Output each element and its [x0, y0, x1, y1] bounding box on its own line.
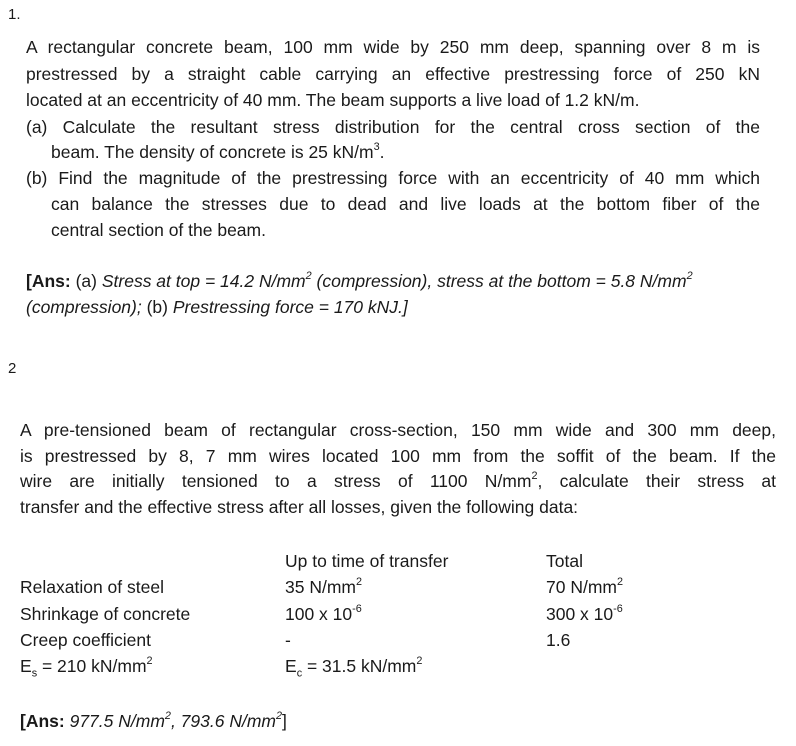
q1-answer-open: [Ans: [26, 271, 71, 291]
q2-text-line-4: transfer and the effective stress after all losses, given the following data: [20, 497, 579, 517]
q2-answer [20, 709, 287, 731]
row-label-relaxation: Relaxation of steel [20, 577, 164, 597]
q1-answer-b-text: Prestressing force = 170 kNJ.] [172, 297, 408, 317]
es-label: E [20, 656, 32, 676]
q2-text-line-1: A pre-tensioned beam of rectangular cross-section, 150 mm wide and 300 mm deep, [20, 420, 776, 440]
q1-answer-line-2 [26, 299, 408, 317]
transfer-value: 100 x 10 [285, 604, 353, 624]
ec-sub: c [296, 667, 303, 680]
question-2-number: 2 [8, 360, 17, 377]
transfer-value: 35 N/mm [285, 577, 356, 597]
total-sup: -6 [613, 602, 623, 615]
q1-answer-line2-a: (compression); [26, 297, 142, 317]
transfer-value: - [285, 630, 291, 650]
row-total-shrinkage [546, 602, 623, 624]
total-value: 1.6 [546, 630, 571, 650]
q1-part-b-line-1: (b) Find the magnitude of the prestressing force with an eccentricity of 40 mm which [26, 168, 760, 188]
total-sup: 2 [616, 575, 624, 588]
q2-answer-text2: , 793.6 N/mm [170, 711, 276, 731]
ec-modulus [285, 654, 423, 680]
q2-text-line-3 [20, 469, 776, 491]
q2-line3-a: wire are initially tensioned to a stress of 1100 N/mm [20, 471, 532, 491]
q1-answer-b-label: (b) [141, 297, 173, 317]
q1-part-a-end: . [379, 142, 385, 162]
q1-part-a-line-1: (a) Calculate the resultant stress distribution for the central cross section of the [26, 117, 760, 137]
q2-answer-close: ] [282, 711, 287, 731]
row-total-creep [546, 632, 570, 650]
q1-part-b-line-2: can balance the stresses due to dead and live loads at the bottom fiber of the [51, 194, 760, 214]
q1-part-a-line-2 [51, 140, 385, 162]
q1-answer-a-text2: (compression), stress at the bottom = 5.8 N/mm [311, 271, 687, 291]
q2-answer-text1: 977.5 N/mm [64, 711, 165, 731]
transfer-sup: 2 [355, 575, 363, 588]
q1-text-line-2: prestressed by a straight cable carrying an effective prestressing force of 250 kN [26, 64, 760, 84]
q1-part-a-text: beam. The density of concrete is 25 kN/m [51, 142, 374, 162]
es-sup: 2 [146, 654, 153, 667]
ec-label: E [285, 656, 297, 676]
es-sub: s [31, 667, 38, 680]
q1-answer-a-sup2: 2 [686, 269, 693, 282]
q2-line3-b: , calculate their stress at [537, 471, 776, 491]
question-1-number: 1. [8, 6, 21, 23]
q1-answer-a-text: Stress at top = 14.2 N/mm [101, 271, 306, 291]
ec-sup: 2 [416, 654, 423, 667]
q2-answer-open: [Ans: [20, 711, 65, 731]
es-value: = 210 kN/mm [37, 656, 147, 676]
q2-answer-sup2: 2 [275, 709, 283, 722]
q1-text-line-1: A rectangular concrete beam, 100 mm wide by 250 mm deep, spanning over 8 m is [26, 37, 760, 57]
col-header-total: Total [546, 551, 583, 571]
q1-answer-line-1 [26, 269, 693, 291]
row-transfer-shrinkage [285, 602, 362, 624]
row-transfer-relaxation [285, 575, 363, 597]
total-value: 300 x 10 [546, 604, 614, 624]
q1-answer-a-sup: 2 [305, 269, 312, 282]
row-total-relaxation [546, 575, 624, 597]
ec-value: = 31.5 kN/mm [302, 656, 417, 676]
q2-answer-sup1: 2 [164, 709, 171, 722]
row-label-creep: Creep coefficient [20, 630, 152, 650]
q1-part-a-sup: 3 [373, 140, 380, 153]
q2-text-line-2: is prestressed by 8, 7 mm wires located 100 mm from the soffit of the beam. If the [20, 446, 776, 466]
col-header-transfer: Up to time of transfer [285, 551, 449, 571]
row-transfer-creep [285, 632, 291, 650]
row-label-shrinkage: Shrinkage of concrete [20, 604, 191, 624]
transfer-sup: -6 [352, 602, 362, 615]
q1-text-line-3: located at an eccentricity of 40 mm. The beam supports a live load of 1.2 kN/m. [26, 90, 640, 110]
total-value: 70 N/mm [546, 577, 617, 597]
es-modulus [20, 654, 153, 680]
q2-line3-sup: 2 [531, 469, 538, 482]
q1-part-b-line-3: central section of the beam. [51, 220, 266, 240]
q1-answer-a-label: (a) [70, 271, 102, 291]
